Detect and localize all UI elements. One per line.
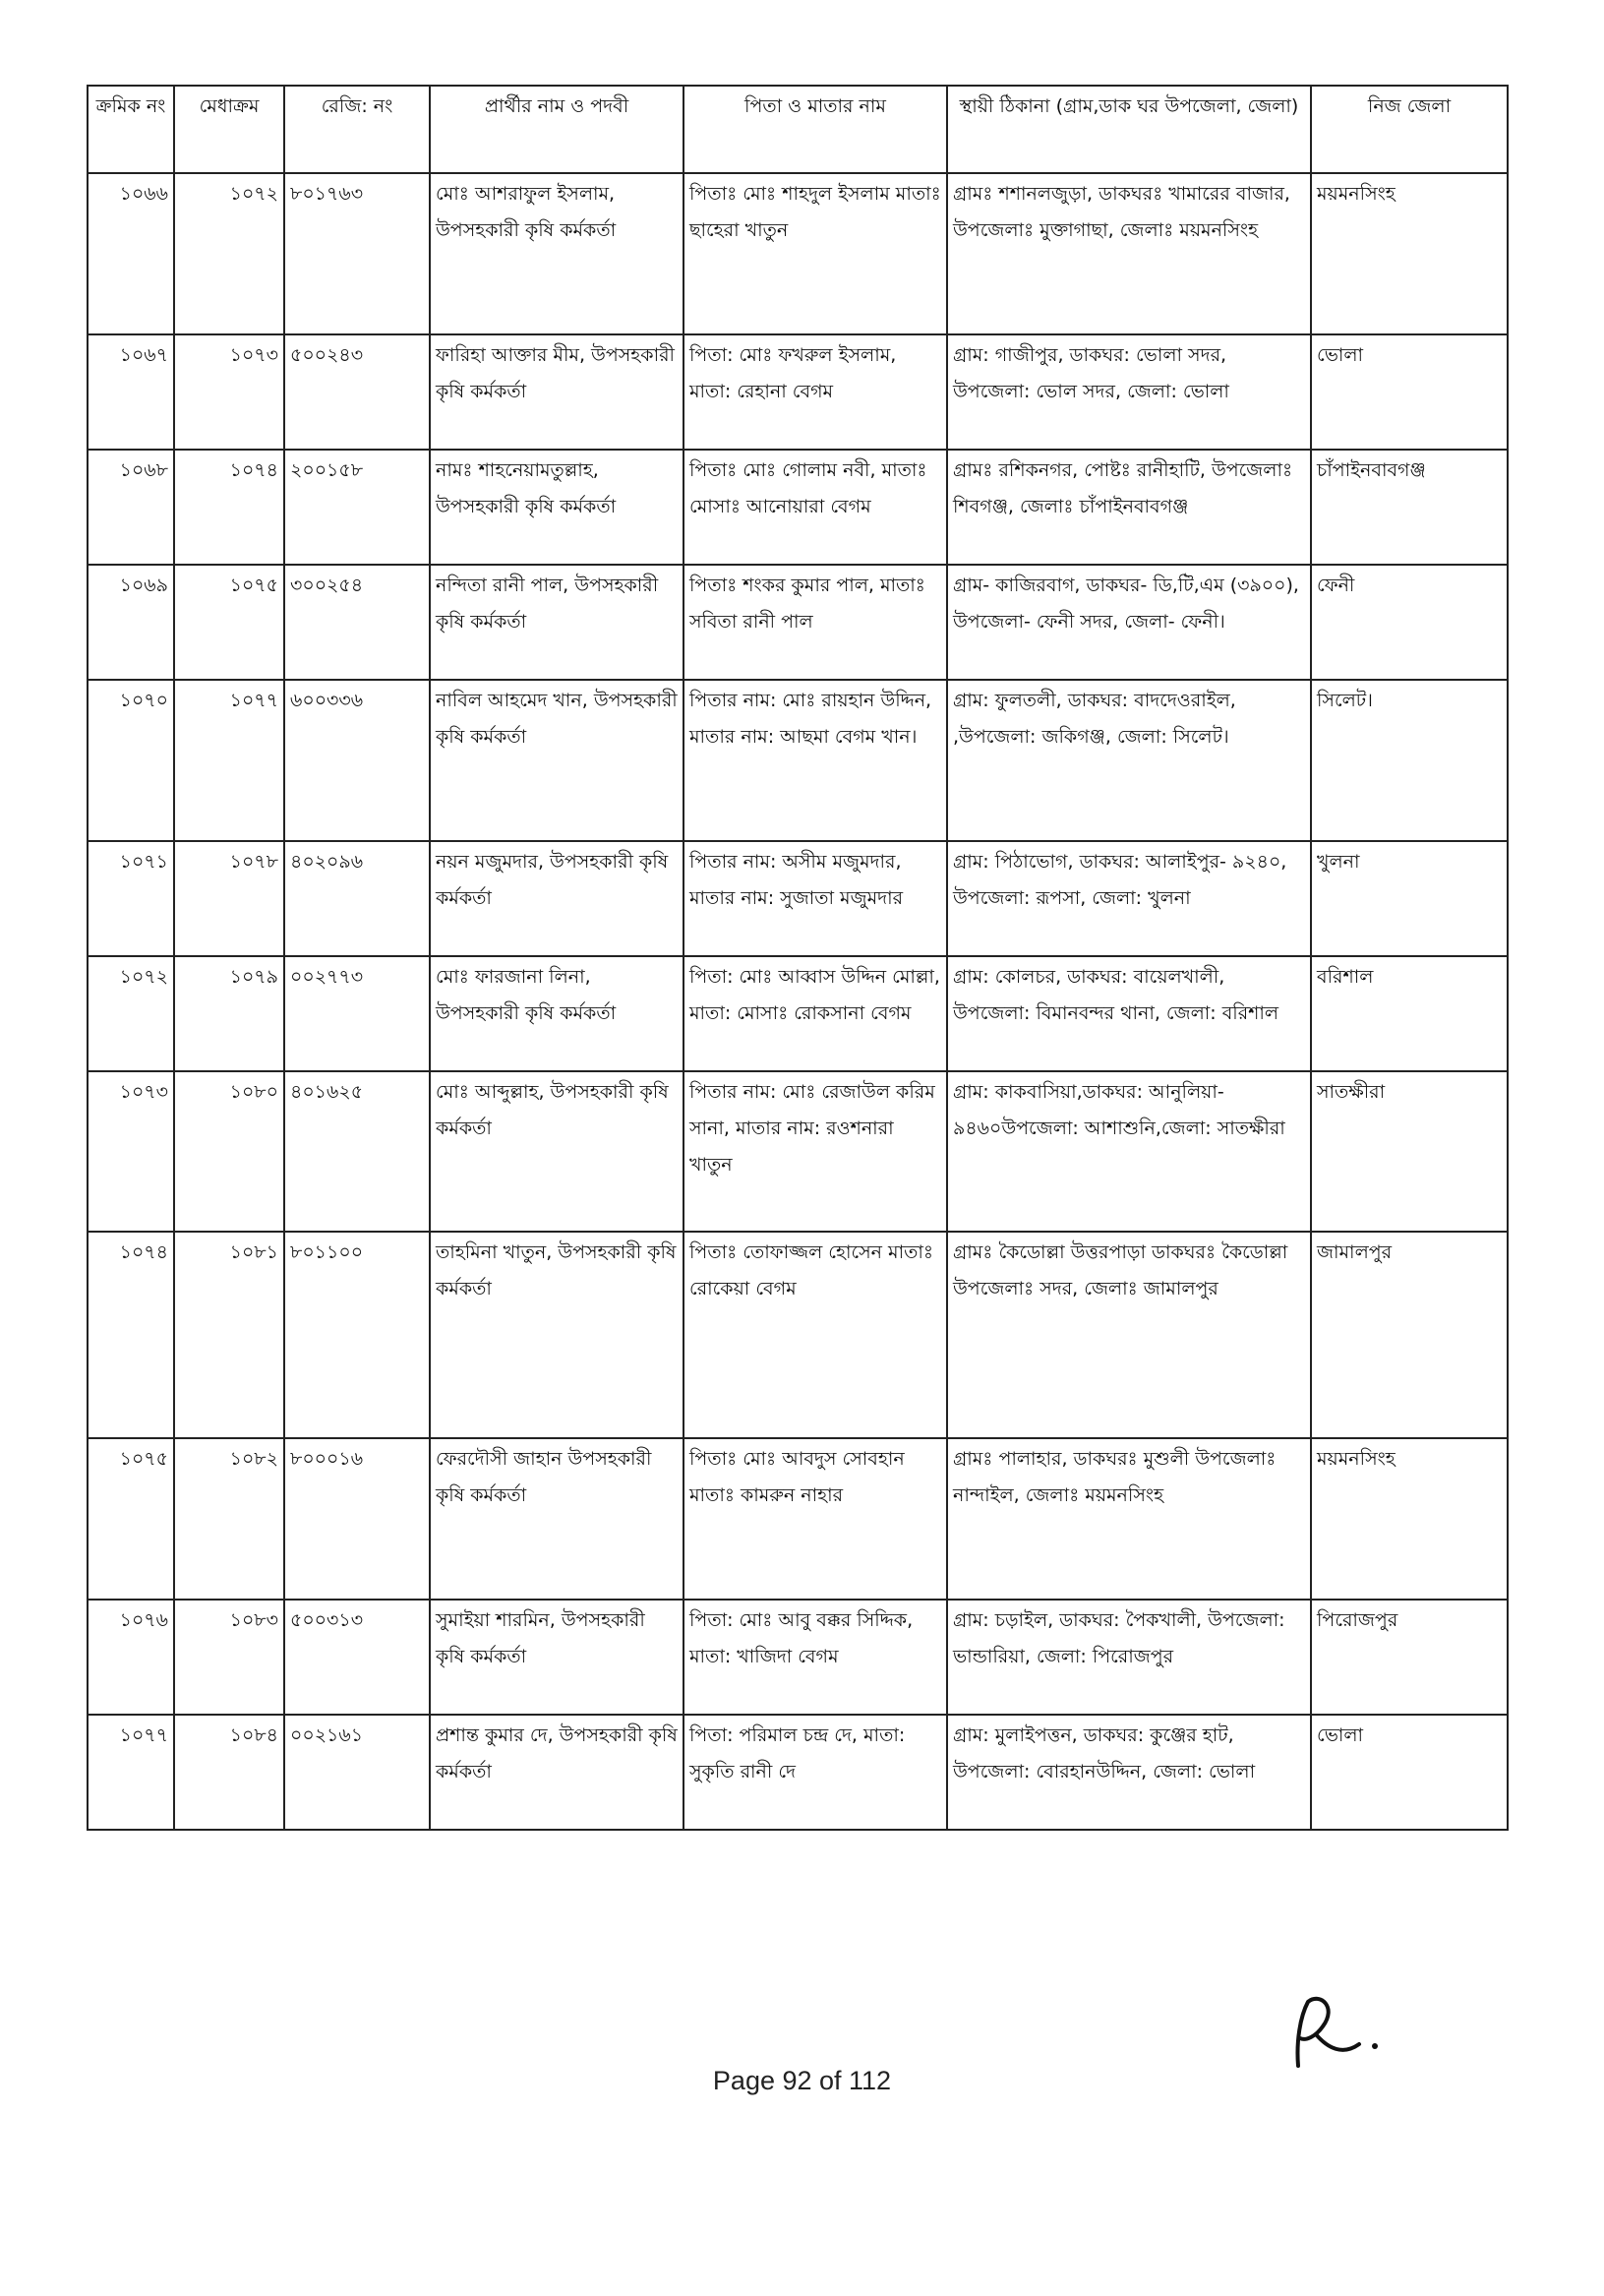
- cell-district: ভোলা: [1311, 334, 1508, 450]
- cell-district: সিলেট।: [1311, 680, 1508, 841]
- cell-serial: ১০৭০: [88, 680, 174, 841]
- cell-serial: ১০৭২: [88, 956, 174, 1071]
- header-merit: মেধাক্রম: [174, 86, 284, 173]
- cell-parents: পিতার নাম: অসীম মজুমদার, মাতার নাম: সুজাতা মজুমদার: [683, 841, 947, 956]
- cell-merit: ১০৮১: [174, 1232, 284, 1438]
- cell-address: গ্রাম: মুলাইপত্তন, ডাকঘর: কুঞ্জের হাট, উপজেলা: বোরহানউদ্দিন, জেলা: ভোলা: [947, 1715, 1311, 1830]
- header-name: প্রার্থীর নাম ও পদবী: [430, 86, 683, 173]
- cell-merit: ১০৮৩: [174, 1600, 284, 1715]
- cell-serial: ১০৬৭: [88, 334, 174, 450]
- signature-mark: [1269, 1987, 1387, 2076]
- cell-name: ফেরদৌসী জাহান উপসহকারী কৃষি কর্মকর্তা: [430, 1438, 683, 1600]
- cell-address: গ্রামঃ রশিকনগর, পোষ্টঃ রানীহাটি, উপজেলাঃ শিবগঞ্জ, জেলাঃ চাঁপাইনবাবগঞ্জ: [947, 450, 1311, 565]
- cell-district: জামালপুর: [1311, 1232, 1508, 1438]
- cell-reg: ৮০১৭৬৩: [284, 173, 430, 334]
- cell-reg: ৪০১৬২৫: [284, 1071, 430, 1232]
- page-number: Page 92 of 112: [712, 2066, 892, 2095]
- cell-merit: ১০৮০: [174, 1071, 284, 1232]
- cell-address: গ্রাম: কোলচর, ডাকঘর: বায়েলখালী, উপজেলা: বিমানবন্দর থানা, জেলা: বরিশাল: [947, 956, 1311, 1071]
- cell-address: গ্রাম: ফুলতলী, ডাকঘর: বাদদেওরাইল, ,উপজেলা: জকিগঞ্জ, জেলা: সিলেট।: [947, 680, 1311, 841]
- cell-reg: ৫০০২৪৩: [284, 334, 430, 450]
- cell-district: সাতক্ষীরা: [1311, 1071, 1508, 1232]
- cell-name: নয়ন মজুমদার, উপসহকারী কৃষি কর্মকর্তা: [430, 841, 683, 956]
- candidate-table: [87, 85, 1509, 1831]
- cell-district: খুলনা: [1311, 841, 1508, 956]
- cell-district: ময়মনসিংহ: [1311, 173, 1508, 334]
- cell-address: গ্রাম: কাকবাসিয়া,ডাকঘর: আনুলিয়া- ৯৪৬০উপজেলা: আশাশুনি,জেলা: সাতক্ষীরা: [947, 1071, 1311, 1232]
- cell-name: মোঃ ফারজানা লিনা, উপসহকারী কৃষি কর্মকর্তা: [430, 956, 683, 1071]
- table-row: [88, 1071, 1508, 1232]
- table-row: [88, 173, 1508, 334]
- cell-address: গ্রামঃ পালাহার, ডাকঘরঃ মুশুলী উপজেলাঃ নান্দাইল, জেলাঃ ময়মনসিংহ: [947, 1438, 1311, 1600]
- table-row: [88, 1715, 1508, 1830]
- cell-merit: ১০৭৩: [174, 334, 284, 450]
- cell-parents: পিতা: মোঃ আবু বক্কর সিদ্দিক, মাতা: খাজিদা বেগম: [683, 1600, 947, 1715]
- cell-reg: ৫০০৩১৩: [284, 1600, 430, 1715]
- cell-reg: ২০০১৫৮: [284, 450, 430, 565]
- header-parents: পিতা ও মাতার নাম: [683, 86, 947, 173]
- table-row: [88, 1232, 1508, 1438]
- cell-parents: পিতার নাম: মোঃ রায়হান উদ্দিন, মাতার নাম: আছমা বেগম খান।: [683, 680, 947, 841]
- cell-district: বরিশাল: [1311, 956, 1508, 1071]
- cell-district: পিরোজপুর: [1311, 1600, 1508, 1715]
- table-row: [88, 956, 1508, 1071]
- cell-name: তাহমিনা খাতুন, উপসহকারী কৃষি কর্মকর্তা: [430, 1232, 683, 1438]
- cell-parents: পিতা: পরিমাল চন্দ্র দে, মাতা: সুকৃতি রানী দে: [683, 1715, 947, 1830]
- cell-merit: ১০৭৫: [174, 565, 284, 680]
- cell-serial: ১০৭৩: [88, 1071, 174, 1232]
- header-reg: রেজি: নং: [284, 86, 430, 173]
- cell-district: ময়মনসিংহ: [1311, 1438, 1508, 1600]
- cell-name: সুমাইয়া শারমিন, উপসহকারী কৃষি কর্মকর্তা: [430, 1600, 683, 1715]
- cell-name: নাবিল আহমেদ খান, উপসহকারী কৃষি কর্মকর্তা: [430, 680, 683, 841]
- cell-merit: ১০৭৭: [174, 680, 284, 841]
- cell-merit: ১০৭২: [174, 173, 284, 334]
- cell-district: ফেনী: [1311, 565, 1508, 680]
- cell-reg: ৬০০৩৩৬: [284, 680, 430, 841]
- cell-reg: ৪০২০৯৬: [284, 841, 430, 956]
- cell-merit: ১০৮২: [174, 1438, 284, 1600]
- table-row: [88, 334, 1508, 450]
- cell-address: গ্রাম: গাজীপুর, ডাকঘর: ভোলা সদর, উপজেলা: ভোল সদর, জেলা: ভোলা: [947, 334, 1311, 450]
- cell-serial: ১০৭৪: [88, 1232, 174, 1438]
- cell-reg: ৩০০২৫৪: [284, 565, 430, 680]
- cell-name: নন্দিতা রানী পাল, উপসহকারী কৃষি কর্মকর্তা: [430, 565, 683, 680]
- cell-parents: পিতা: মোঃ ফখরুল ইসলাম, মাতা: রেহানা বেগম: [683, 334, 947, 450]
- table-row: [88, 1600, 1508, 1715]
- cell-serial: ১০৭৫: [88, 1438, 174, 1600]
- cell-name: ফারিহা আক্তার মীম, উপসহকারী কৃষি কর্মকর্তা: [430, 334, 683, 450]
- table-row: [88, 1438, 1508, 1600]
- cell-reg: ৮০০০১৬: [284, 1438, 430, 1600]
- cell-serial: ১০৬৬: [88, 173, 174, 334]
- cell-serial: ১০৬৯: [88, 565, 174, 680]
- cell-district: চাঁপাইনবাবগঞ্জ: [1311, 450, 1508, 565]
- table-row: [88, 565, 1508, 680]
- cell-parents: পিতা: মোঃ আব্বাস উদ্দিন মোল্লা, মাতা: মোসাঃ রোকসানা বেগম: [683, 956, 947, 1071]
- cell-name: মোঃ আশরাফুল ইসলাম, উপসহকারী কৃষি কর্মকর্তা: [430, 173, 683, 334]
- cell-district: ভোলা: [1311, 1715, 1508, 1830]
- cell-reg: ৮০১১০০: [284, 1232, 430, 1438]
- cell-name: নামঃ শাহনেয়ামতুল্লাহ, উপসহকারী কৃষি কর্মকর্তা: [430, 450, 683, 565]
- cell-parents: পিতাঃ শংকর কুমার পাল, মাতাঃ সবিতা রানী পাল: [683, 565, 947, 680]
- header-address: স্থায়ী ঠিকানা (গ্রাম,ডাক ঘর উপজেলা, জেলা): [947, 86, 1311, 173]
- cell-reg: ০০২৭৭৩: [284, 956, 430, 1071]
- cell-address: গ্রাম: পিঠাভোগ, ডাকঘর: আলাইপুর- ৯২৪০, উপজেলা: রূপসা, জেলা: খুলনা: [947, 841, 1311, 956]
- table-row: [88, 450, 1508, 565]
- cell-merit: ১০৭৮: [174, 841, 284, 956]
- cell-name: প্রশান্ত কুমার দে, উপসহকারী কৃষি কর্মকর্তা: [430, 1715, 683, 1830]
- cell-serial: ১০৭১: [88, 841, 174, 956]
- cell-serial: ১০৭৭: [88, 1715, 174, 1830]
- cell-address: গ্রামঃ কৈডোল্লা উত্তরপাড়া ডাকঘরঃ কৈডোল্লা উপজেলাঃ সদর, জেলাঃ জামালপুর: [947, 1232, 1311, 1438]
- cell-merit: ১০৭৪: [174, 450, 284, 565]
- header-serial: ক্রমিক নং: [88, 86, 174, 173]
- header-district: নিজ জেলা: [1311, 86, 1508, 173]
- cell-address: গ্রাম: চড়াইল, ডাকঘর: পৈকখালী, উপজেলা: ভান্ডারিয়া, জেলা: পিরোজপুর: [947, 1600, 1311, 1715]
- cell-parents: পিতাঃ মোঃ গোলাম নবী, মাতাঃ মোসাঃ আনোয়ারা বেগম: [683, 450, 947, 565]
- table-row: [88, 841, 1508, 956]
- cell-parents: পিতাঃ মোঃ শাহদুল ইসলাম মাতাঃ ছাহেরা খাতুন: [683, 173, 947, 334]
- table-header: [88, 86, 1508, 173]
- cell-name: মোঃ আব্দুল্লাহ, উপসহকারী কৃষি কর্মকর্তা: [430, 1071, 683, 1232]
- cell-parents: পিতার নাম: মোঃ রেজাউল করিম সানা, মাতার নাম: রওশনারা খাতুন: [683, 1071, 947, 1232]
- table-body: [88, 173, 1508, 1830]
- cell-parents: পিতাঃ মোঃ আবদুস সোবহান মাতাঃ কামরুন নাহার: [683, 1438, 947, 1600]
- cell-serial: ১০৬৮: [88, 450, 174, 565]
- cell-address: গ্রামঃ শশানলজুড়া, ডাকঘরঃ খামারের বাজার, উপজেলাঃ মুক্তাগাছা, জেলাঃ ময়মনসিংহ: [947, 173, 1311, 334]
- table-row: [88, 680, 1508, 841]
- cell-merit: ১০৭৯: [174, 956, 284, 1071]
- cell-parents: পিতাঃ তোফাজ্জল হোসেন মাতাঃ রোকেয়া বেগম: [683, 1232, 947, 1438]
- cell-reg: ০০২১৬১: [284, 1715, 430, 1830]
- cell-serial: ১০৭৬: [88, 1600, 174, 1715]
- cell-address: গ্রাম- কাজিরবাগ, ডাকঘর- ডি,টি,এম (৩৯০০), উপজেলা- ফেনী সদর, জেলা- ফেনী।: [947, 565, 1311, 680]
- cell-merit: ১০৮৪: [174, 1715, 284, 1830]
